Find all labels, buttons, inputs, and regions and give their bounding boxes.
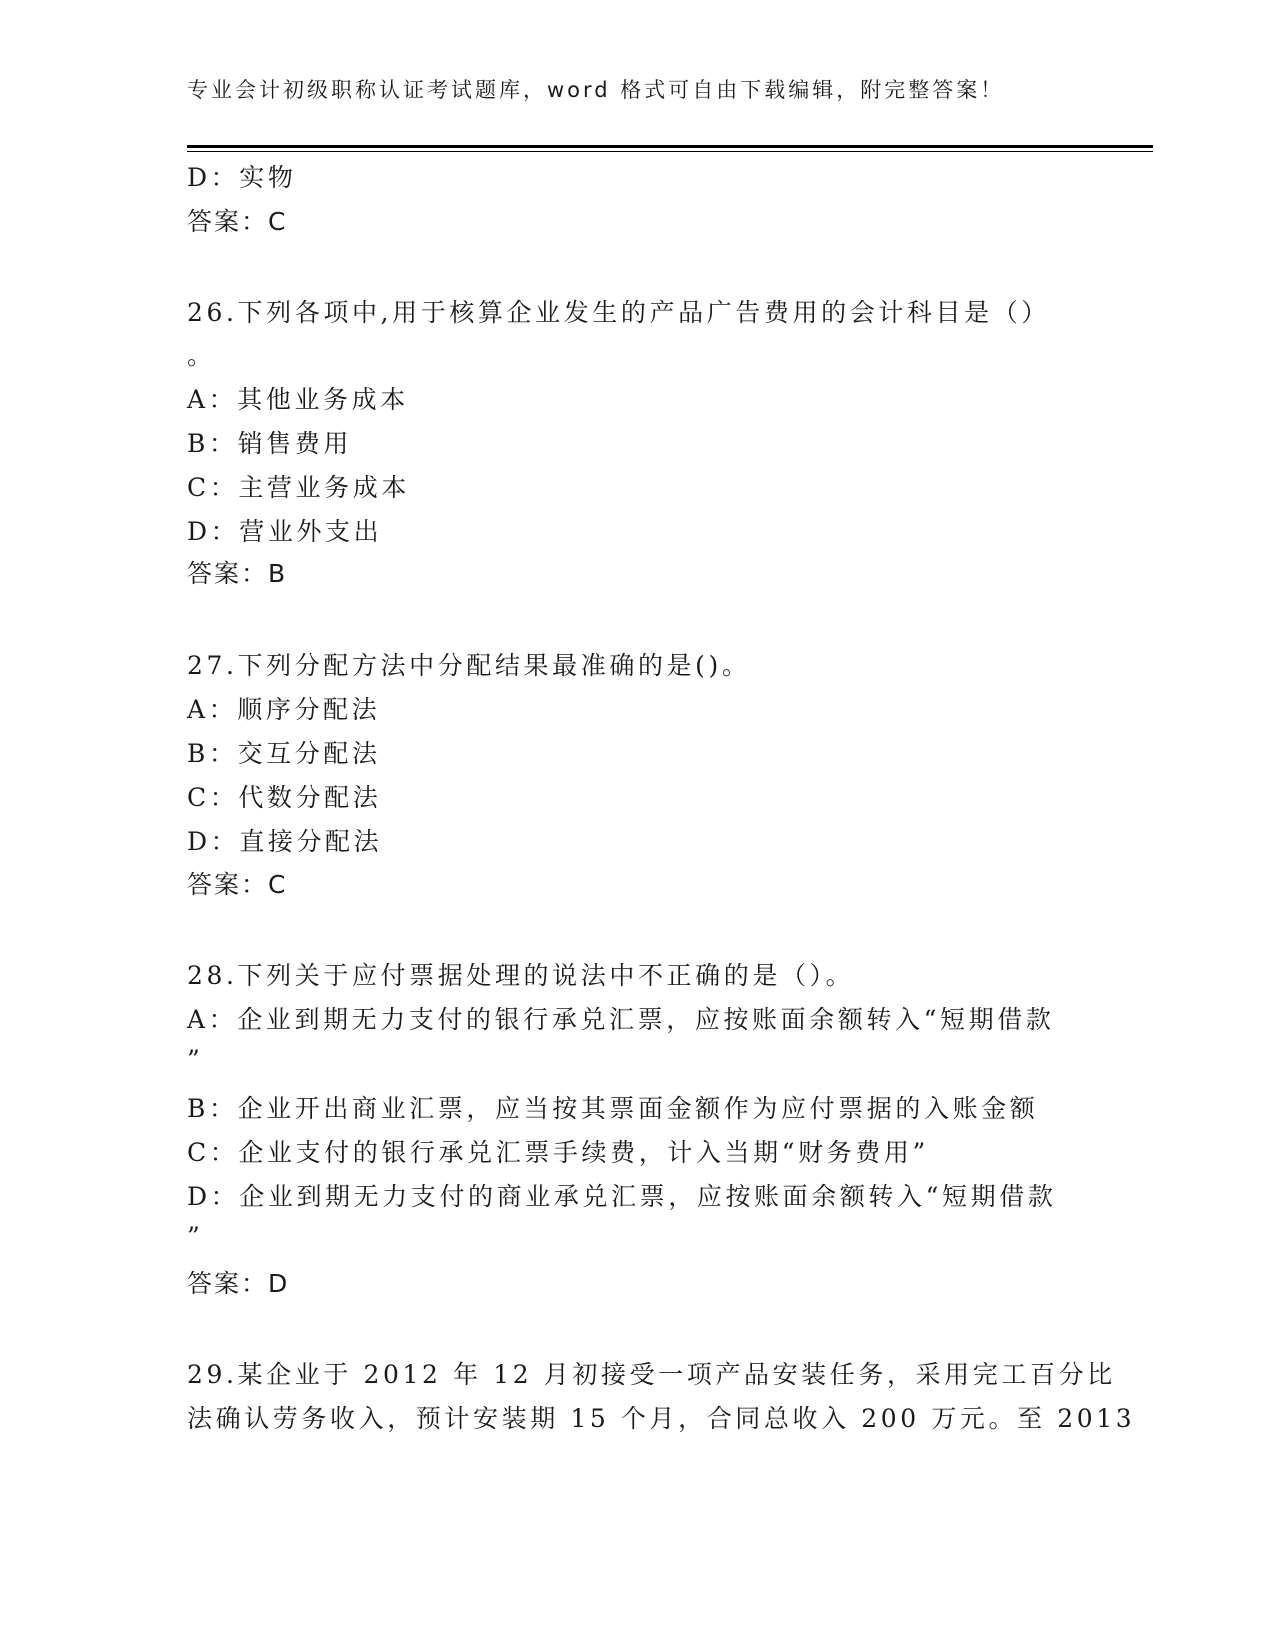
q26-option-b: B：销售费用 xyxy=(187,429,352,458)
q27-option-d: D：直接分配法 xyxy=(187,827,383,856)
q28-answer: 答案：D xyxy=(187,1269,290,1298)
q28-option-c: C：企业支付的银行承兑汇票手续费，计入当期“财务费用” xyxy=(187,1138,929,1167)
header-rule-thick xyxy=(187,145,1153,148)
q28-stem: 28.下列关于应付票据处理的说法中不正确的是（）。 xyxy=(187,961,855,990)
q27-stem: 27.下列分配方法中分配结果最准确的是()。 xyxy=(187,651,751,680)
q26-option-c: C：主营业务成本 xyxy=(187,473,410,502)
q28-option-a-line2: ” xyxy=(187,1045,204,1074)
q29-stem-line2: 法确认劳务收入，预计安装期 15 个月，合同总收入 200 万元。至 2013 xyxy=(187,1404,1136,1433)
q26-stem-line1: 26.下列各项中,用于核算企业发生的产品广告费用的会计科目是（） xyxy=(187,298,1050,327)
q26-option-d: D：营业外支出 xyxy=(187,517,383,546)
q29-stem-line1: 29.某企业于 2012 年 12 月初接受一项产品安装任务，采用完工百分比 xyxy=(187,1360,1116,1389)
q25-option-d: D：实物 xyxy=(187,163,297,192)
q26-answer: 答案：B xyxy=(187,559,288,588)
q27-answer: 答案：C xyxy=(187,870,288,899)
q28-option-b: B：企业开出商业汇票，应当按其票面金额作为应付票据的入账金额 xyxy=(187,1094,1039,1123)
q26-option-a: A：其他业务成本 xyxy=(187,385,409,414)
q25-answer: 答案：C xyxy=(187,207,288,236)
q27-option-a: A：顺序分配法 xyxy=(187,695,381,724)
q27-option-c: C：代数分配法 xyxy=(187,783,382,812)
page-header: 专业会计初级职称认证考试题库，word 格式可自由下载编辑，附完整答案！ xyxy=(187,78,1005,102)
q27-option-b: B：交互分配法 xyxy=(187,739,381,768)
header-rule-thin xyxy=(187,151,1153,152)
q28-option-d-line1: D：企业到期无力支付的商业承兑汇票，应按账面余额转入“短期借款 xyxy=(187,1182,1057,1211)
q26-stem-line2: 。 xyxy=(187,341,216,370)
q28-option-d-line2: ” xyxy=(187,1222,204,1251)
q28-option-a-line1: A：企业到期无力支付的银行承兑汇票，应按账面余额转入“短期借款 xyxy=(187,1005,1055,1034)
